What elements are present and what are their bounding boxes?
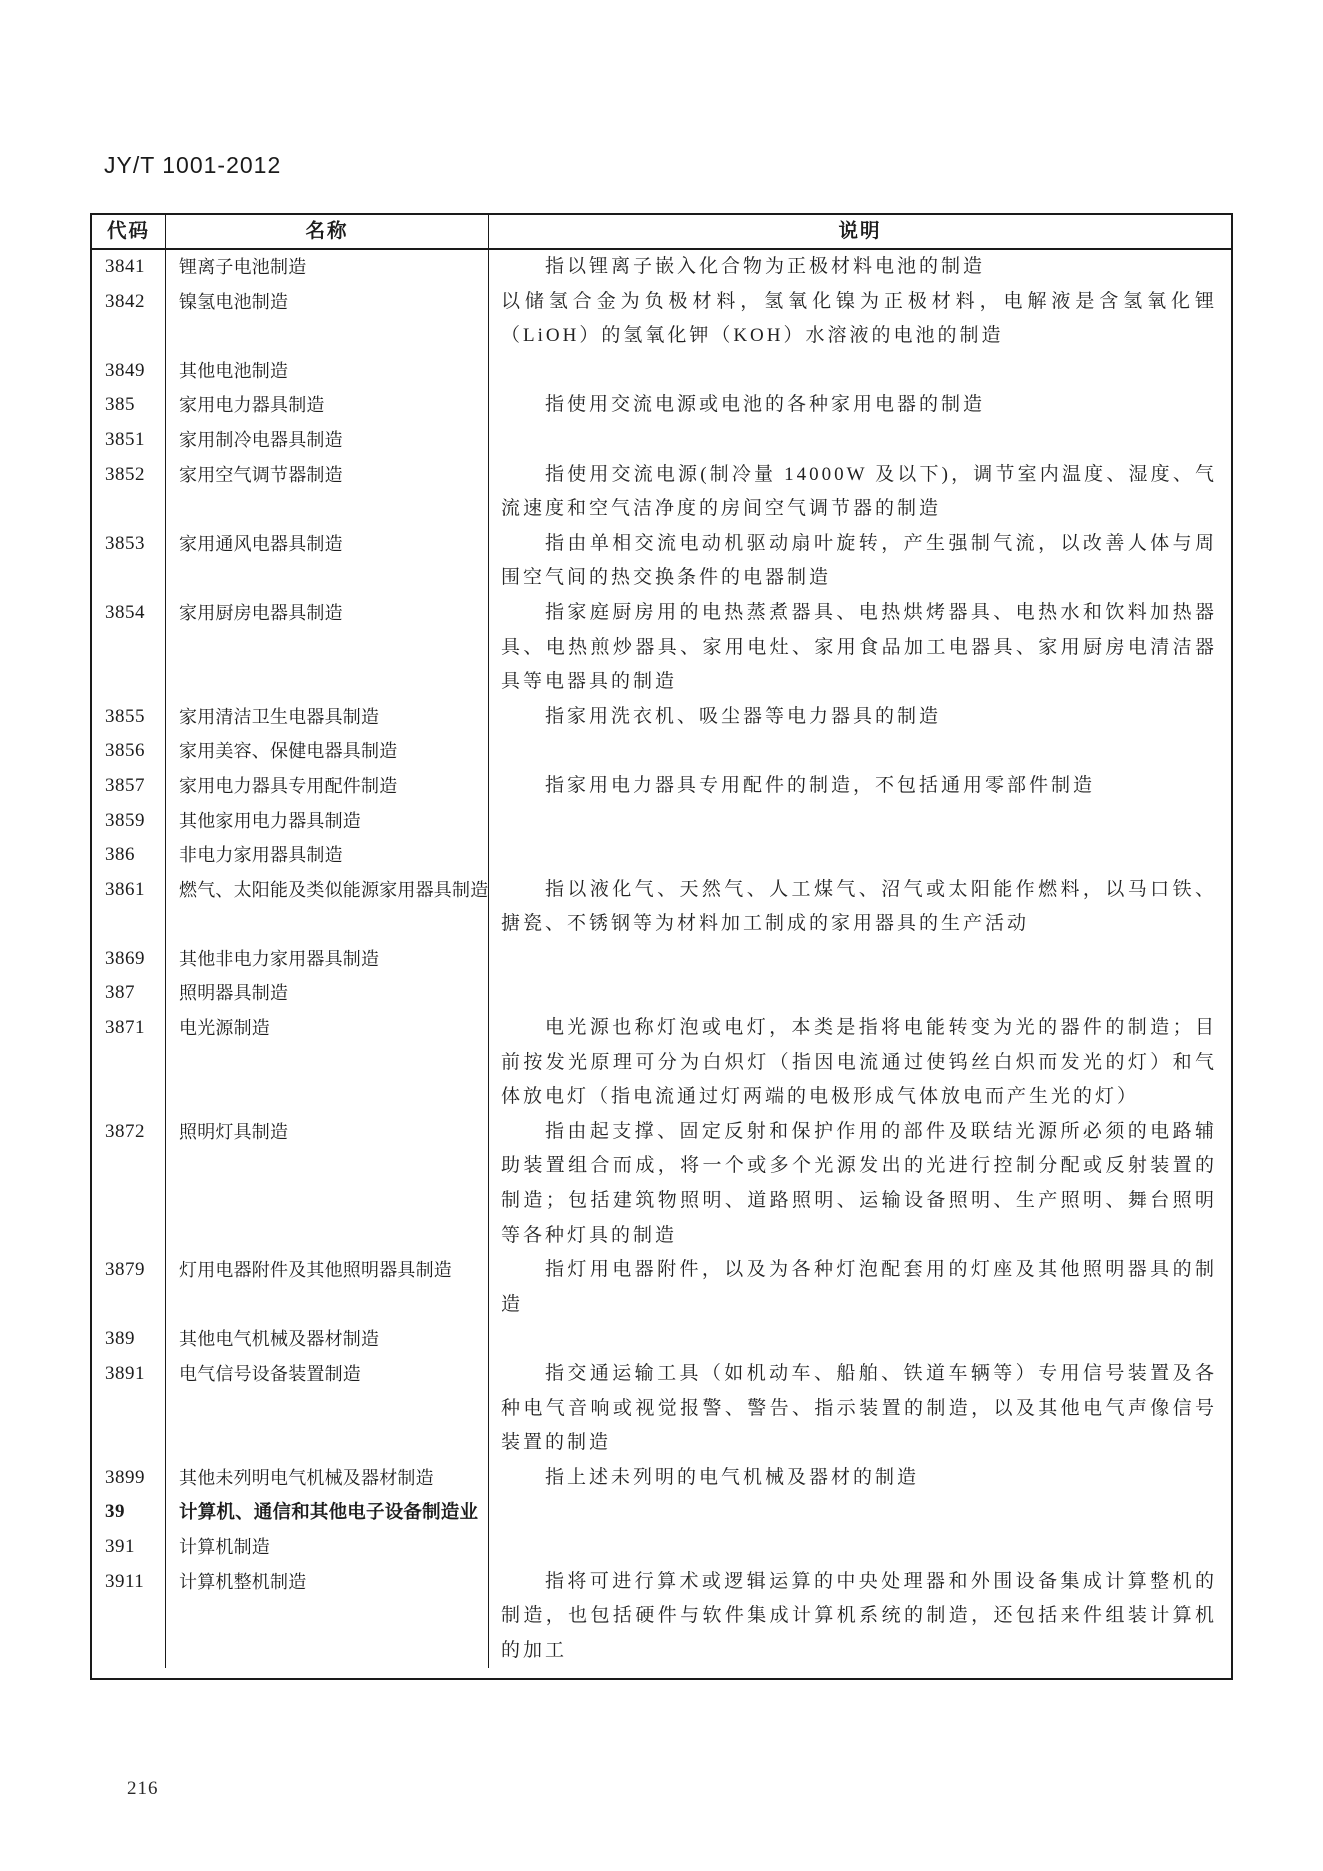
desc-text: 指将可进行算术或逻辑运算的中央处理器和外围设备集成计算整机的制造，也包括硬件与软件集成计算机系统的制造，还包括来件组装计算机的加工 [501,1570,1217,1661]
table-row [92,1530,1231,1565]
table-row [92,458,1231,527]
name-cell: 燃气、太阳能及类似能源家用器具制造 [166,873,489,942]
desc-cell [489,388,1231,423]
name-cell: 家用通风电器具制造 [166,527,489,596]
desc-cell [489,423,1231,458]
name-cell: 其他未列明电气机械及器材制造 [166,1461,489,1496]
table-row [92,1322,1231,1357]
table-row [92,596,1231,700]
name-cell: 其他非电力家用器具制造 [166,942,489,977]
code-cell: 3861 [92,873,166,942]
desc-cell [489,1530,1231,1565]
code-cell: 39 [92,1495,166,1530]
desc-cell [489,838,1231,873]
table-row [92,838,1231,873]
code-cell: 3856 [92,734,166,769]
table-row [92,1115,1231,1253]
table-row [92,388,1231,423]
desc-cell [489,1322,1231,1357]
code-cell: 3899 [92,1461,166,1496]
desc-cell [489,976,1231,1011]
desc-text: 指家用电力器具专用配件的制造，不包括通用零部件制造 [545,774,1096,796]
name-cell: 电气信号设备装置制造 [166,1357,489,1461]
code-cell: 3842 [92,285,166,354]
col-header-name: 名称 [166,215,489,248]
code-cell: 387 [92,976,166,1011]
desc-cell [489,804,1231,839]
table-row [92,769,1231,804]
desc-text: 指以锂离子嵌入化合物为正极材料电池的制造 [545,256,986,277]
desc-text: 以储氢合金为负极材料，氢氧化镍为正极材料，电解液是含氢氧化锂（LiOH）的氢氧化钾（KOH）水溶液的电池的制造 [501,290,1217,347]
desc-cell [489,1357,1231,1461]
desc-text: 指灯用电器附件，以及为各种灯泡配套用的灯座及其他照明器具的制造 [501,1259,1217,1315]
table-body [92,250,1231,1678]
code-cell: 3854 [92,596,166,700]
table-row [92,527,1231,596]
code-cell: 385 [92,388,166,423]
table-row [92,423,1231,458]
col-header-code: 代码 [92,215,166,248]
name-cell: 家用空气调节器制造 [166,458,489,527]
name-cell: 家用电力器具专用配件制造 [166,769,489,804]
table-row [92,1565,1231,1669]
name-cell: 家用美容、保健电器具制造 [166,734,489,769]
table-row [92,354,1231,389]
desc-cell [489,1495,1231,1530]
name-cell: 其他家用电力器具制造 [166,804,489,839]
name-cell: 其他电池制造 [166,354,489,389]
desc-cell [489,700,1231,735]
table-row [92,285,1231,354]
table-row [92,1011,1231,1115]
code-cell: 3879 [92,1253,166,1322]
code-cell: 3857 [92,769,166,804]
desc-cell [489,769,1231,804]
desc-text: 指由单相交流电动机驱动扇叶旋转，产生强制气流，以改善人体与周围空气间的热交换条件的电器制造 [501,532,1217,589]
table-row [92,1357,1231,1461]
name-cell: 家用制冷电器具制造 [166,423,489,458]
code-cell: 386 [92,838,166,873]
desc-text: 指家庭厨房用的电热蒸煮器具、电热烘烤器具、电热水和饮料加热器具、电热煎炒器具、家用电灶、家用食品加工电器具、家用厨房电清洁器具等电器具的制造 [501,601,1217,693]
desc-cell [489,527,1231,596]
desc-text: 指使用交流电源或电池的各种家用电器的制造 [545,394,986,416]
desc-cell [489,1011,1231,1115]
table-row [92,250,1231,285]
desc-text: 指以液化气、天然气、人工煤气、沼气或太阳能作燃料，以马口铁、搪瓷、不锈钢等为材料加工制成的家用器具的生产活动 [501,878,1217,935]
table-row [92,700,1231,735]
code-cell: 3859 [92,804,166,839]
classification-table [90,213,1233,1680]
desc-cell [489,1565,1231,1669]
desc-cell [489,458,1231,527]
name-cell: 镍氢电池制造 [166,285,489,354]
desc-text: 指上述未列明的电气机械及器材的制造 [545,1466,920,1488]
desc-cell [489,596,1231,700]
name-cell: 电光源制造 [166,1011,489,1115]
desc-cell [489,1461,1231,1496]
code-cell: 3852 [92,458,166,527]
desc-cell [489,734,1231,769]
name-cell: 灯用电器附件及其他照明器具制造 [166,1253,489,1322]
desc-cell [489,1253,1231,1322]
code-cell: 3871 [92,1011,166,1115]
name-cell: 家用厨房电器具制造 [166,596,489,700]
table-row [92,1495,1231,1530]
code-cell: 389 [92,1322,166,1357]
name-cell: 照明器具制造 [166,976,489,1011]
table-row [92,942,1231,977]
doc-number: JY/T 1001-2012 [104,152,282,178]
desc-cell [489,1115,1231,1253]
code-cell: 3869 [92,942,166,977]
code-cell: 3872 [92,1115,166,1253]
desc-text: 指由起支撑、固定反射和保护作用的部件及联结光源所必须的电路辅助装置组合而成，将一个或多个光源发出的光进行控制分配或反射装置的制造；包括建筑物照明、道路照明、运输设备照明、生产照明、舞台照明等各种灯具的制造 [501,1120,1217,1246]
col-header-desc: 说明 [838,220,882,242]
desc-cell [489,250,1231,285]
table-row [92,1253,1231,1322]
desc-text: 指交通运输工具（如机动车、船舶、铁道车辆等）专用信号装置及各种电气音响或视觉报警、警告、指示装置的制造，以及其他电气声像信号装置的制造 [501,1363,1217,1454]
table-row [92,1461,1231,1496]
desc-cell [489,942,1231,977]
page-number: 216 [127,1778,159,1799]
table-row [92,734,1231,769]
code-cell: 3853 [92,527,166,596]
table-row [92,873,1231,942]
table-header-row [92,215,1231,250]
code-cell: 3851 [92,423,166,458]
name-cell: 计算机整机制造 [166,1565,489,1669]
code-cell: 3911 [92,1565,166,1669]
desc-text: 电光源也称灯泡或电灯，本类是指将电能转变为光的器件的制造；目前按发光原理可分为白炽灯（指因电流通过使钨丝白炽而发光的灯）和气体放电灯（指电流通过灯两端的电极形成气体放电而产生光的灯） [501,1017,1217,1108]
name-cell: 锂离子电池制造 [166,250,489,285]
table-row [92,976,1231,1011]
name-cell: 家用电力器具制造 [166,388,489,423]
desc-cell [489,873,1231,942]
code-cell: 3891 [92,1357,166,1461]
name-cell: 计算机制造 [166,1530,489,1565]
desc-text: 指使用交流电源(制冷量 14000W 及以下)，调节室内温度、湿度、气流速度和空气洁净度的房间空气调节器的制造 [501,463,1217,520]
desc-text: 指家用洗衣机、吸尘器等电力器具的制造 [545,705,942,727]
name-cell: 非电力家用器具制造 [166,838,489,873]
name-cell: 其他电气机械及器材制造 [166,1322,489,1357]
desc-cell [489,285,1231,354]
code-cell: 391 [92,1530,166,1565]
code-cell: 3855 [92,700,166,735]
code-cell: 3841 [92,250,166,285]
table-row [92,804,1231,839]
name-cell: 家用清洁卫生电器具制造 [166,700,489,735]
name-cell: 计算机、通信和其他电子设备制造业 [166,1495,489,1530]
code-cell: 3849 [92,354,166,389]
name-cell: 照明灯具制造 [166,1115,489,1253]
desc-cell [489,354,1231,389]
